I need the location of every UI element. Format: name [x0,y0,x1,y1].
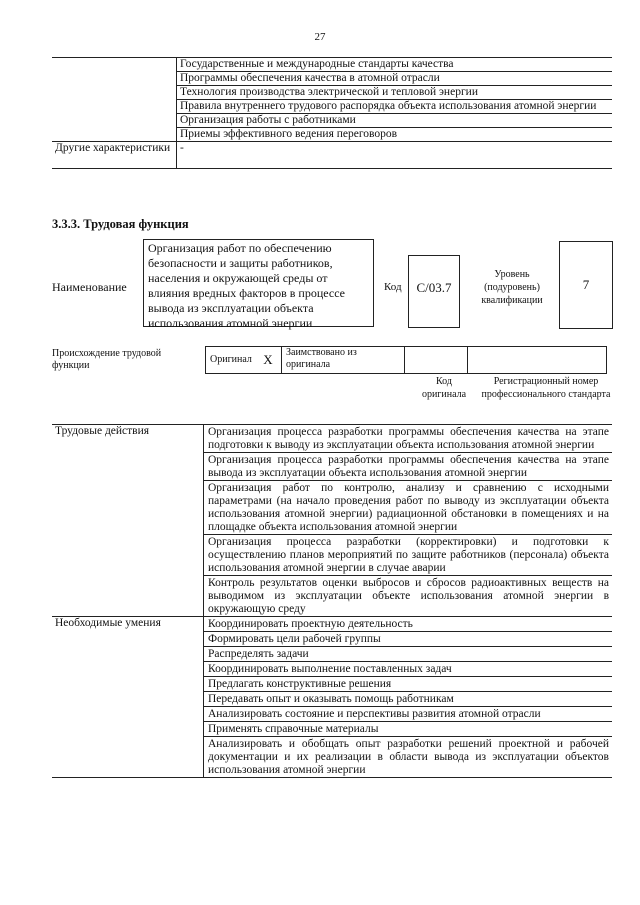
origin-label: Происхождение трудовой функции [52,348,162,371]
table-cell: Применять справочные материалы [204,722,613,737]
qualification-level-label: Уровень (подуровень) квалификации [481,269,543,306]
table-cell: Правила внутреннего трудового распорядка объекта использования атомной энергии [177,100,613,114]
row-label-required-skills: Необходимые умения [52,617,204,778]
row-label-labor-actions: Трудовые действия [52,425,204,617]
table-cell: Организация процесса разработки программы обеспечения качества на этапе подготовки к выводу из эксплуатации объекта использования атомной энергии [204,425,613,453]
original-label: Оригинал [206,347,256,374]
registration-number-cell [468,347,607,374]
table-cell: Государственные и международные стандарты качества [177,58,613,72]
table-cell: Контроль результатов оценки выбросов и сбросов радиоактивных веществ на выводимом из эксплуатации объекте использования атомной энергии в окружающую среду [204,576,613,617]
knowledge-table [52,57,612,169]
table-row [206,347,607,374]
table-cell: Приемы эффективного ведения переговоров [177,128,613,142]
table-cell: Организация процесса разработки программы обеспечения качества на этапе вывода из эксплуатации объекта использования атомной энергии [204,453,613,481]
table-cell: Программы обеспечения качества в атомной отрасли [177,72,613,86]
original-mark: X [255,347,282,374]
code-label: Код [384,281,402,293]
original-code-cell [405,347,468,374]
function-name-box: Организация работ по обеспечению безопасности и защиты работников, населения и окружающей среды от влияния вредных факторов в процессе вывода из эксплуатации объекта использования атомной энергии [143,239,374,327]
table-row [52,425,612,453]
borrowed-label: Заимствовано из оригинала [282,347,405,374]
labor-function-table [52,424,612,778]
origin-table [205,346,607,374]
table-cell: Организация процесса разработки (корректировки) и подготовки к осуществлению планов мероприятий по защите работников (персонала) объекта использования атомной энергии в случае аварии [204,535,613,576]
table-cell: Предлагать конструктивные решения [204,677,613,692]
table-cell: Координировать проектную деятельность [204,617,613,632]
qualification-level-box: 7 [559,241,613,329]
table-cell: Распределять задачи [204,647,613,662]
table-cell: - [177,142,613,169]
name-label: Наименование [52,280,127,294]
table-cell: Анализировать состояние и перспективы развития атомной отрасли [204,707,613,722]
table-cell: Координировать выполнение поставленных задач [204,662,613,677]
row-label [52,58,177,142]
table-cell: Технология производства электрической и тепловой энергии [177,86,613,100]
table-cell: Анализировать и обобщать опыт разработки решений проектной и рабочей документации и их реализации в области вывода из эксплуатации объектов использования атомной энергии [204,737,613,778]
original-code-caption: Код оригинала [421,376,467,400]
table-cell: Организация работ по контролю, анализу и сравнению с исходными параметрами (на начало проведения работ по выводу из эксплуатации объекта использования атомной энергии) радиационной обстановки в помещениях и на площадке объекта использования атомной энергии [204,481,613,535]
row-label-other-characteristics: Другие характеристики [52,142,177,169]
table-cell: Формировать цели рабочей группы [204,632,613,647]
table-row [52,617,612,632]
table-row [52,142,612,169]
table-cell: Организация работы с работниками [177,114,613,128]
page-number: 27 [314,31,326,43]
registration-number-caption: Регистрационный номер профессионального стандарта [481,376,611,400]
table-cell: Передавать опыт и оказывать помощь работникам [204,692,613,707]
table-row [52,58,612,72]
code-box: С/03.7 [408,255,460,328]
section-title: 3.3.3. Трудовая функция [52,217,189,231]
